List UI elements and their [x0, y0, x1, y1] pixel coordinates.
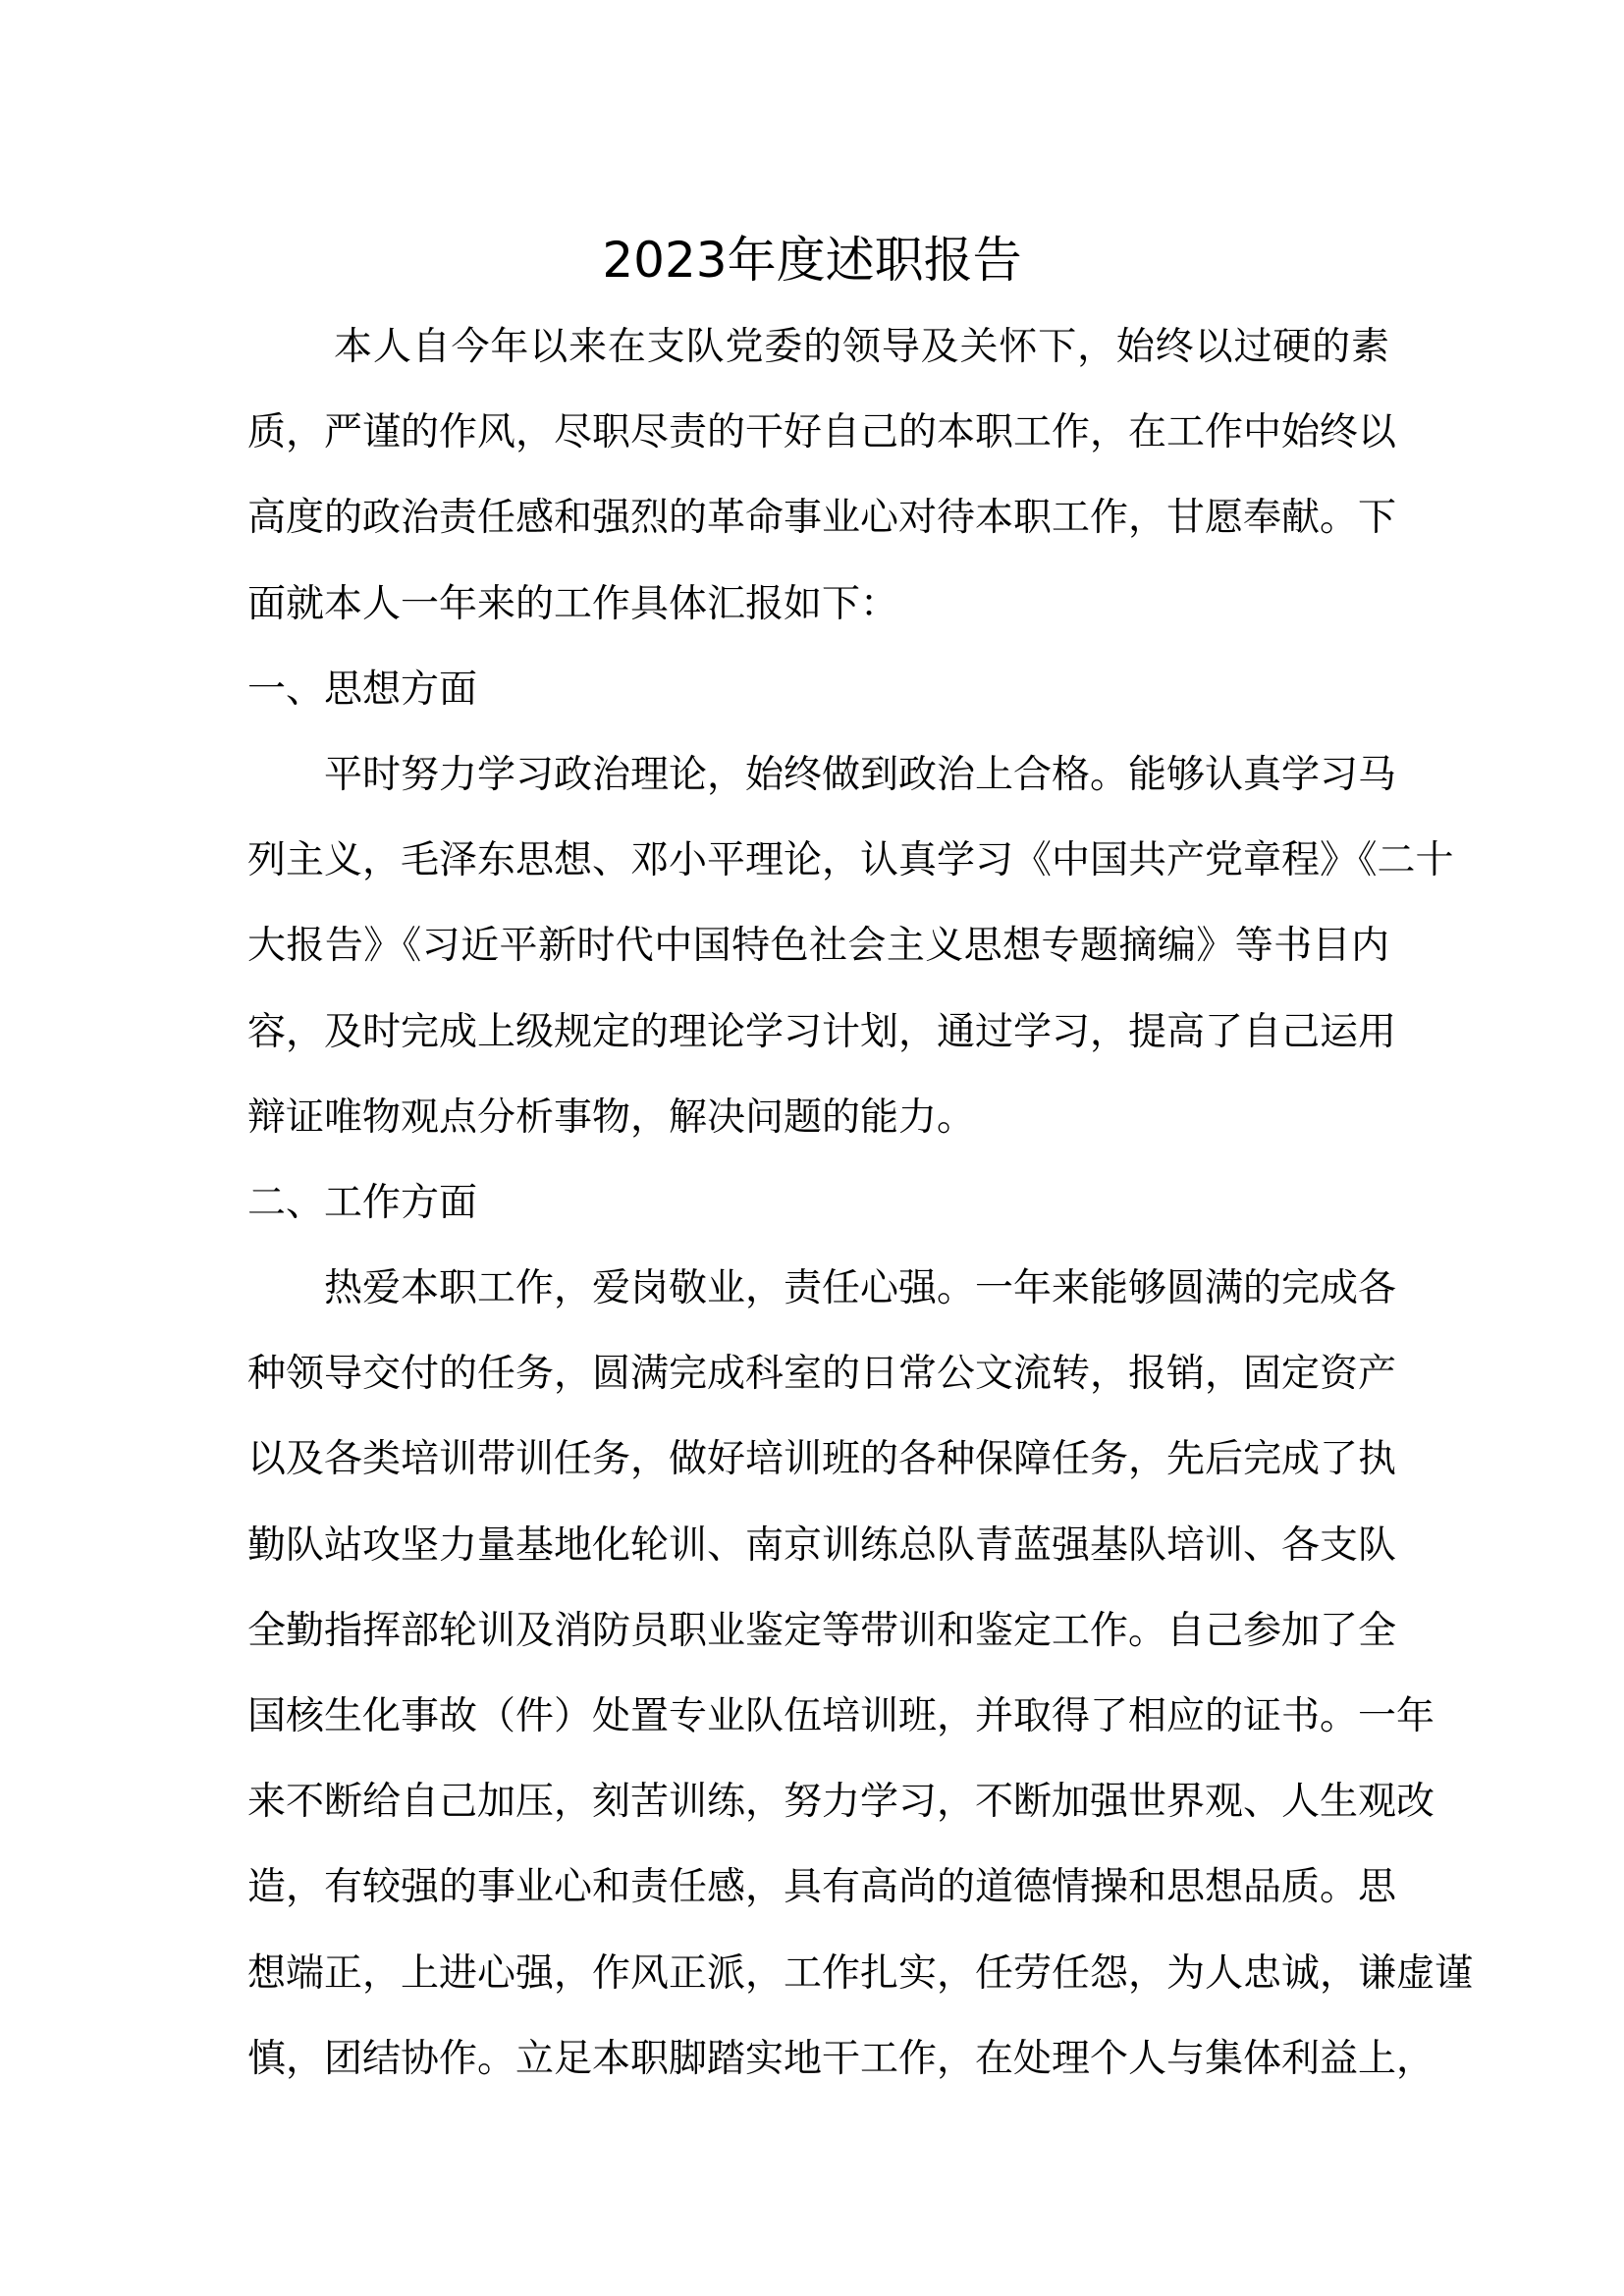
text-line: 本人自今年以来在支队党委的领导及关怀下，始终以过硬的素: [334, 325, 1389, 369]
section-heading-work: 二、工作方面: [247, 1180, 478, 1225]
text-line: 想端正，上进心强，作风正派，工作扎实，任劳任怨，为人忠诚，谦虚谨: [247, 1950, 1474, 1996]
section-work-paragraph: [247, 1246, 1474, 2102]
text-line: 种领导交付的任务，圆满完成科室的日常公文流转，报销，固定资产: [247, 1352, 1397, 1397]
text-line: 来不断给自己加压，刻苦训练，努力学习，不断加强世界观、人生观改: [247, 1780, 1435, 1825]
section-heading-thought: 一、思想方面: [247, 667, 478, 712]
text-line: 容，及时完成上级规定的理论学习计划，通过学习，提高了自己运用: [247, 1009, 1397, 1054]
document-title: 2023年度述职报告: [602, 232, 1022, 289]
document-body: [247, 304, 1474, 2102]
text-line: 造，有较强的事业心和责任感，具有高尚的道德情操和思想品质。思: [247, 1865, 1397, 1910]
text-line: 国核生化事故（件）处置专业队伍培训班，并取得了相应的证书。一年: [247, 1694, 1435, 1738]
text-line: 勤队站攻坚力量基地化轮训、南京训练总队青蓝强基队培训、各支队: [247, 1522, 1397, 1568]
text-line: 以及各类培训带训任务，做好培训班的各种保障任务，先后完成了执: [247, 1437, 1397, 1482]
text-line: 高度的政治责任感和强烈的革命事业心对待本职工作，甘愿奉献。下: [247, 496, 1397, 541]
text-line: 质，严谨的作风，尽职尽责的干好自己的本职工作，在工作中始终以: [247, 410, 1397, 455]
text-line: 慎，团结协作。立足本职脚踏实地干工作，在处理个人与集体利益上，: [247, 2036, 1435, 2081]
text-line: 辩证唯物观点分析事物，解决问题的能力。: [247, 1095, 976, 1140]
text-line: 全勤指挥部轮训及消防员职业鉴定等带训和鉴定工作。自己参加了全: [247, 1608, 1397, 1653]
text-line: 面就本人一年来的工作具体汇报如下：: [247, 581, 899, 626]
text-line: 平时努力学习政治理论，始终做到政治上合格。能够认真学习马: [324, 752, 1397, 797]
intro-paragraph: [247, 304, 1397, 647]
text-line: 热爱本职工作，爱岗敬业，责任心强。一年来能够圆满的完成各: [324, 1266, 1397, 1311]
text-line: 列主义，毛泽东思想、邓小平理论，认真学习《中国共产党章程》《二十: [247, 838, 1454, 883]
text-line: 大报告》《习近平新时代中国特色社会主义思想专题摘编》等书目内: [247, 924, 1389, 969]
section-thought-paragraph: [247, 732, 1454, 1160]
